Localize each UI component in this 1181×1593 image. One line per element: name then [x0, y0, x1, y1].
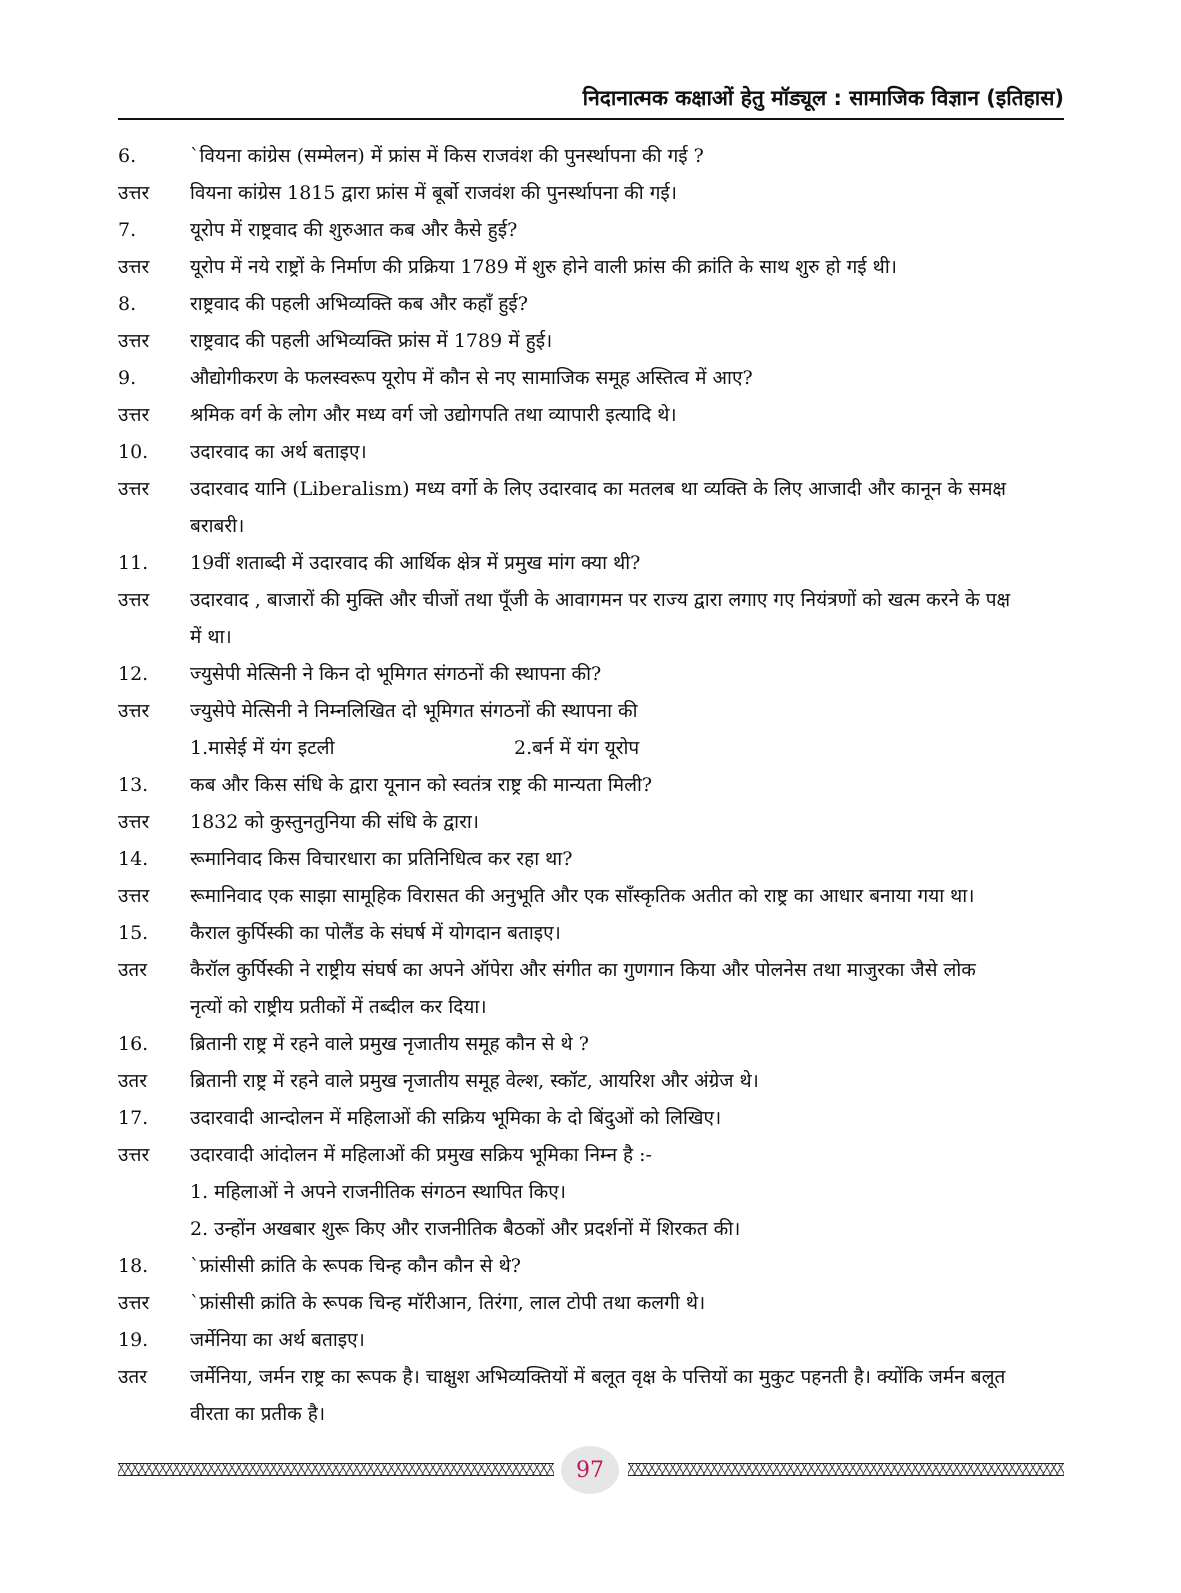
- item-text: यूरोप में नये राष्ट्रों के निर्माण की प्रक्रिया 1789 में शुरु होने वाली फ्रांस की क्रांति के साथ शुरु हो गई थी।: [190, 256, 897, 278]
- item-text: ब्रितानी राष्ट्र में रहने वाले प्रमुख नृजातीय समूह वेल्श, स्कॉट, आयरिश और अंग्रेज थे।: [190, 1070, 759, 1092]
- answer-row: [118, 1359, 1068, 1396]
- item-number: 8.: [118, 293, 137, 315]
- item-number: उत्तर: [118, 589, 150, 611]
- item-number: उतर: [118, 959, 148, 981]
- item-text: ब्रितानी राष्ट्र में रहने वाले प्रमुख नृजातीय समूह कौन से थे ?: [190, 1033, 589, 1055]
- item-text: श्रमिक वर्ग के लोग और मध्य वर्ग जो उद्योगपति तथा व्यापारी इत्यादि थे।: [190, 404, 677, 426]
- item-text: कब और किस संधि के द्वारा यूनान को स्वतंत्र राष्ट्र की मान्यता मिली?: [190, 774, 653, 796]
- question-row: [118, 360, 1068, 397]
- answer-row: [118, 471, 1068, 508]
- item-text: जर्मेनिया, जर्मन राष्ट्र का रूपक है। चाक्षुश अभिव्यक्तियों में बलूत वृक्ष के पत्तियों का मुकुट पहनती है। क्योंकि जर्मन बलूत: [190, 1366, 1006, 1388]
- question-row: [118, 138, 1068, 175]
- item-number: उत्तर: [118, 1144, 150, 1166]
- item-number: 17.: [118, 1107, 149, 1129]
- question-row: [118, 545, 1068, 582]
- item-text: कैरॉल कुर्पिस्की ने राष्ट्रीय संघर्ष का अपने ऑपेरा और संगीत का गुणगान किया और पोलनेस तथा माजुरका जैसे लोक: [190, 959, 976, 981]
- answer-row: [118, 582, 1068, 619]
- item-text: `फ्रांसीसी क्रांति के रूपक चिन्ह मॉरीआन, तिरंगा, लाल टोपी तथा कलगी थे।: [190, 1292, 706, 1314]
- footer-rope-ornament: [628, 1463, 1064, 1476]
- item-text: उदारवाद का अर्थ बताइए।: [190, 441, 367, 463]
- answer-row: [118, 1137, 1068, 1174]
- answer-point-2: 2. उन्होंन अखबार शुरू किए और राजनीतिक बैठकों और प्रदर्शनों में शिरकत की।: [190, 1218, 741, 1240]
- answer-continuation: नृत्यों को राष्ट्रीय प्रतीकों में तब्दील कर दिया।: [190, 996, 487, 1018]
- question-row: [118, 915, 1068, 952]
- item-text: उदारवादी आन्दोलन में महिलाओं की सक्रिय भूमिका के दो बिंदुओं को लिखिए।: [190, 1107, 722, 1129]
- item-text: जर्मेनिया का अर्थ बताइए।: [190, 1329, 365, 1351]
- answer-row: [118, 952, 1068, 989]
- answer-row: [118, 323, 1068, 360]
- item-text: वियना कांग्रेस 1815 द्वारा फ्रांस में बूर्बो राजवंश की पुनर्स्थापना की गई।: [190, 182, 677, 204]
- question-row: [118, 1322, 1068, 1359]
- question-row: [118, 286, 1068, 323]
- item-text: `वियना कांग्रेस (सम्मेलन) में फ्रांस में किस राजवंश की पुनर्स्थापना की गई ?: [190, 145, 704, 167]
- item-number: उतर: [118, 1070, 148, 1092]
- item-text: ज्युसेपे मेत्सिनी ने निम्नलिखित दो भूमिगत संगठनों की स्थापना की: [190, 700, 638, 722]
- question-row: [118, 841, 1068, 878]
- org-young-italy: 1.मासेई में यंग इटली: [190, 737, 335, 759]
- item-number: उत्तर: [118, 478, 150, 500]
- item-text: उदारवाद यानि (Liberalism) मध्य वर्गो के लिए उदारवाद का मतलब था व्यक्ति के लिए आजादी और कानून के समक्ष: [190, 478, 1007, 500]
- item-text: रूमानिवाद एक साझा सामूहिक विरासत की अनुभूति और एक साँस्कृतिक अतीत को राष्ट्र का आधार बनाया गया था।: [190, 885, 975, 907]
- page-footer: [118, 1452, 1064, 1488]
- answer-point-1: 1. महिलाओं ने अपने राजनीतिक संगठन स्थापित किए।: [190, 1181, 566, 1203]
- item-text: औद्योगीकरण के फलस्वरूप यूरोप में कौन से नए सामाजिक समूह अस्तित्व में आए?: [190, 367, 753, 389]
- item-number: 13.: [118, 774, 149, 796]
- question-row: [118, 434, 1068, 471]
- item-text: कैराल कुर्पिस्की का पोलैंड के संघर्ष में योगदान बताइए।: [190, 922, 561, 944]
- item-number: उत्तर: [118, 404, 150, 426]
- item-number: 7.: [118, 219, 137, 241]
- question-row: [118, 1100, 1068, 1137]
- item-number: 12.: [118, 663, 149, 685]
- item-number: 19.: [118, 1329, 149, 1351]
- item-text: 19वीं शताब्दी में उदारवाद की आर्थिक क्षेत्र में प्रमुख मांग क्या थी?: [190, 552, 641, 574]
- item-text: 1832 को कुस्तुनतुनिया की संधि के द्वारा।: [190, 811, 479, 833]
- question-row: [118, 767, 1068, 804]
- organizations-list: [118, 730, 1068, 767]
- item-number: 15.: [118, 922, 149, 944]
- item-text: उदारवाद , बाजारों की मुक्ति और चीजों तथा पूँजी के आवागमन पर राज्य द्वारा लगाए गए नियंत्रणों को खत्म करने के पक्ष: [190, 589, 1011, 611]
- footer-rope-ornament: [118, 1463, 554, 1476]
- qa-list: [118, 138, 1068, 1433]
- item-number: उत्तर: [118, 700, 150, 722]
- item-number: उत्तर: [118, 811, 150, 833]
- item-number: उत्तर: [118, 1292, 150, 1314]
- item-text: राष्ट्रवाद की पहली अभिव्यक्ति कब और कहाँ हुई?: [190, 293, 528, 315]
- item-number: उतर: [118, 1366, 148, 1388]
- org-young-europe: 2.बर्न में यंग यूरोप: [514, 737, 640, 759]
- answer-continuation: बराबरी।: [190, 515, 245, 537]
- question-row: [118, 1248, 1068, 1285]
- answer-row: [118, 1285, 1068, 1322]
- answer-row: [118, 249, 1068, 286]
- answer-row: [118, 804, 1068, 841]
- answer-row: [118, 878, 1068, 915]
- item-text: ज्युसेपी मेत्सिनी ने किन दो भूमिगत संगठनों की स्थापना की?: [190, 663, 602, 685]
- item-text: यूरोप में राष्ट्रवाद की शुरुआत कब और कैसे हुई?: [190, 219, 518, 241]
- item-number: उत्तर: [118, 256, 150, 278]
- answer-continuation: में था।: [190, 626, 232, 648]
- item-number: 16.: [118, 1033, 149, 1055]
- item-number: 11.: [118, 552, 149, 574]
- item-number: उत्तर: [118, 182, 150, 204]
- item-text: राष्ट्रवाद की पहली अभिव्यक्ति फ्रांस में 1789 में हुई।: [190, 330, 553, 352]
- answer-row: [118, 1063, 1068, 1100]
- item-number: उत्तर: [118, 330, 150, 352]
- answer-continuation: वीरता का प्रतीक है।: [190, 1403, 326, 1425]
- item-text: उदारवादी आंदोलन में महिलाओं की प्रमुख सक्रिय भूमिका निम्न है :-: [190, 1144, 652, 1166]
- item-text: रूमानिवाद किस विचारधारा का प्रतिनिधित्व कर रहा था?: [190, 848, 573, 870]
- answer-row: [118, 397, 1068, 434]
- item-number: उत्तर: [118, 885, 150, 907]
- item-text: `फ्रांसीसी क्रांति के रूपक चिन्ह कौन कौन से थे?: [190, 1255, 521, 1277]
- question-row: [118, 1026, 1068, 1063]
- page-number: 97: [561, 1446, 619, 1494]
- item-number: 10.: [118, 441, 149, 463]
- item-number: 14.: [118, 848, 149, 870]
- question-row: [118, 212, 1068, 249]
- question-row: [118, 656, 1068, 693]
- answer-row: [118, 175, 1068, 212]
- item-number: 9.: [118, 367, 137, 389]
- item-number: 6.: [118, 145, 137, 167]
- page-header: निदानात्मक कक्षाओं हेतु मॉड्यूल : सामाजिक विज्ञान (इतिहास): [118, 84, 1064, 120]
- answer-row: [118, 693, 1068, 730]
- item-number: 18.: [118, 1255, 149, 1277]
